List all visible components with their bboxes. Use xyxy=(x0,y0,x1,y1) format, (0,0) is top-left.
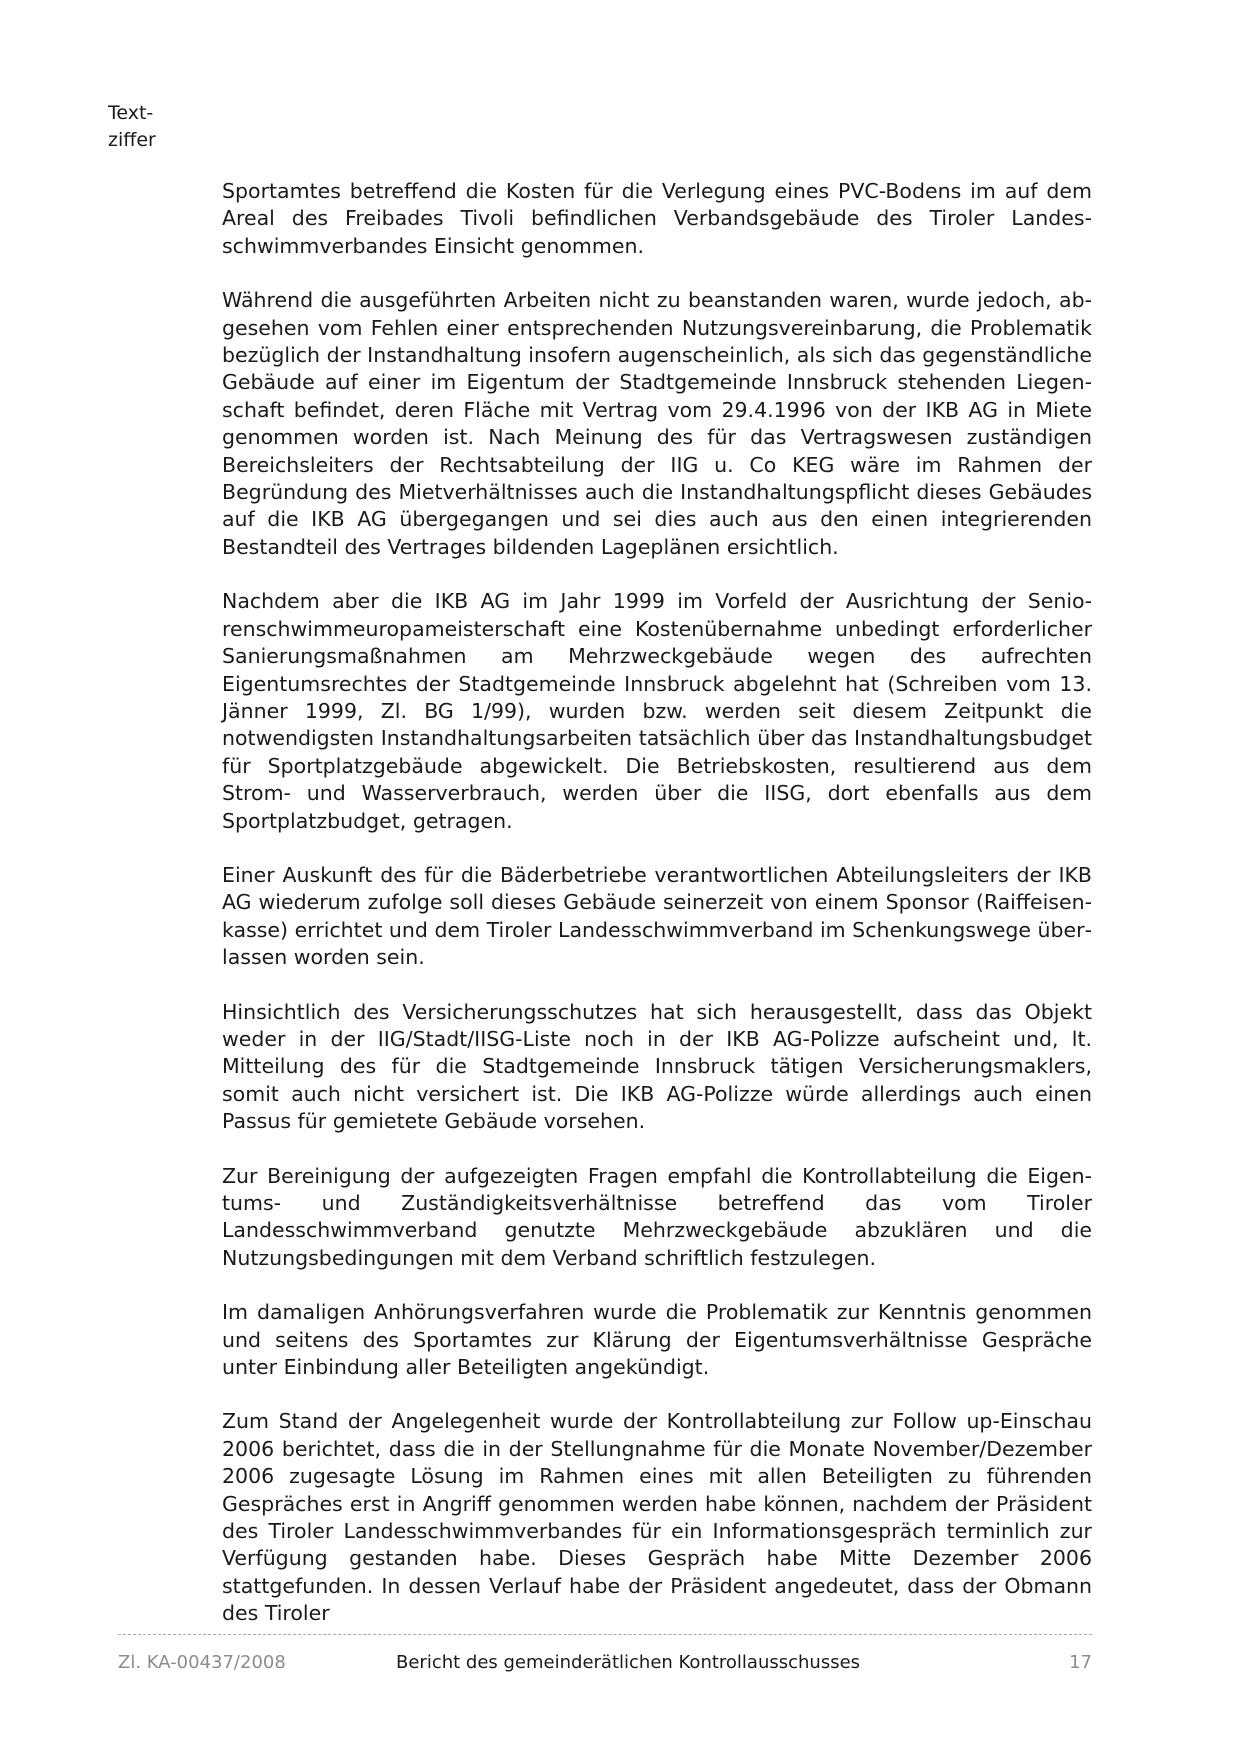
margin-label-line-1: Text- xyxy=(108,102,154,124)
paragraph-2: Während die ausgeführten Arbeiten nicht zu beanstanden waren, wurde jedoch, abgesehen vom Fehlen einer entsprechenden Nutzungsvereinbarung, die Problematik bezüglich der Instandhaltung insofern augenscheinlich, als sich das gegenständliche Gebäude auf einer im Eigentum der Stadtgemeinde Innsbruck stehenden Liegenschaft befindet, deren Fläche mit Vertrag vom 29.4.1996 von der IKB AG in Miete genommen worden ist. Nach Meinung des für das Vertragswesen zuständigen Bereichsleiters der Rechtsabteilung der IIG u. Co KEG wäre im Rahmen der Begründung des Mietverhältnisses auch die Instandhaltungspflicht dieses Gebäudes auf die IKB AG übergegangen und sei dies auch aus den einen integrierenden Bestandteil des Vertrages bildenden Lageplänen ersichtlich. xyxy=(222,288,1092,559)
paragraph-7: Im damaligen Anhörungsverfahren wurde die Problematik zur Kenntnis genommen und seitens des Sportamtes zur Klärung der Eigentumsverhältnisse Gespräche unter Einbindung aller Beteiligten angekündigt. xyxy=(222,1300,1092,1380)
paragraph-6: Zur Bereinigung der aufgezeigten Fragen empfahl die Kontrollabteilung die Eigentums- und Zuständigkeitsverhältnisse betreffend das vom Tiroler Landesschwimmverband genutzte Mehrzweckgebäude abzuklären und die Nutzungsbedingungen mit dem Verband schriftlich festzulegen. xyxy=(222,1163,1092,1270)
paragraph-5: Hinsichtlich des Versicherungsschutzes hat sich herausgestellt, dass das Objekt weder in der IIG/Stadt/IISG-Liste noch in der IKB AG-Polizze aufscheint und, lt. Mitteilung des für die Stadtgemeinde Innsbruck tätigen Versicherungsmaklers, somit auch nicht versichert ist. Die IKB AG-Polizze würde allerdings auch einen Passus für gemietete Gebäude vorsehen. xyxy=(222,999,1092,1134)
footer-reference-number: Zl. KA-00437/2008 xyxy=(118,1652,286,1673)
page-number: 17 xyxy=(1069,1652,1092,1673)
page-footer xyxy=(118,1650,1092,1676)
paragraph-8: Zum Stand der Angelegenheit wurde der Kontrollabteilung zur Follow up-Einschau 2006 berichtet, dass die in der Stellungnahme für die Monate November/Dezember 2006 zugesagte Lösung im Rahmen eines mit allen Beteiligten zu führenden Gespräches erst in Angriff genommen werden habe können, nachdem der Präsident des Tiroler Landesschwimmverbandes für ein Informationsgespräch terminlich zur Verfügung gestanden habe. Dieses Gespräch habe Mitte Dezember 2006 stattgefunden. In dessen Verlauf habe der Präsident angedeutet, dass der Obmann des Tiroler xyxy=(222,1409,1092,1626)
margin-label-textziffer xyxy=(108,100,156,154)
document-body xyxy=(222,178,1092,1655)
paragraph-4: Einer Auskunft des für die Bäderbetriebe verantwortlichen Abteilungsleiters der IKB AG wiederum zufolge soll dieses Gebäude seinerzeit von einem Sponsor (Raiffeisenkasse) errichtet und dem Tiroler Landesschwimmverband im Schenkungswege überlassen worden sein. xyxy=(222,862,1092,970)
paragraph-3: Nachdem aber die IKB AG im Jahr 1999 im Vorfeld der Ausrichtung der Seniorenschwimmeuropameisterschaft eine Kostenübernahme unbedingt erforderlicher Sanierungsmaßnahmen am Mehrzweckgebäude wegen des aufrechten Eigentumsrechtes der Stadtgemeinde Innsbruck abgelehnt hat (Schreiben vom 13. Jänner 1999, Zl. BG 1/99), wurden bzw. werden seit diesem Zeitpunkt die notwendigsten Instandhaltungsarbeiten tatsächlich über das Instandhaltungsbudget für Sportplatzgebäude abgewickelt. Die Betriebskosten, resultierend aus dem Strom- und Wasserverbrauch, werden über die IISG, dort ebenfalls aus dem Sportplatzbudget, getragen. xyxy=(222,589,1092,833)
margin-label-line-2: ziffer xyxy=(108,129,156,151)
paragraph-1: Sportamtes betreffend die Kosten für die Verlegung eines PVC-Bodens im auf dem Areal des Freibades Tivoli befindlichen Verbandsgebäude des Tiroler Landesschwimmverbandes Einsicht genommen. xyxy=(222,179,1092,258)
footer-divider xyxy=(118,1634,1092,1635)
footer-report-title: Bericht des gemeinderätlichen Kontrollausschusses xyxy=(396,1652,861,1673)
